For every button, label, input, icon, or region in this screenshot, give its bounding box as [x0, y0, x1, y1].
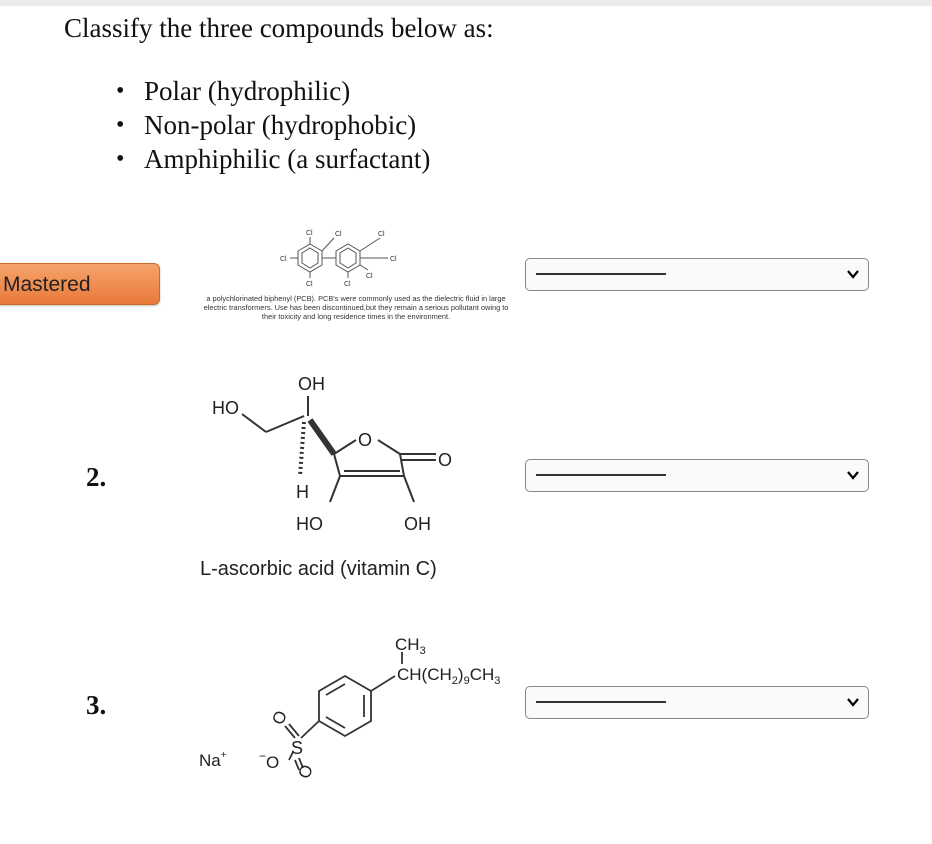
o-label: O	[294, 762, 317, 782]
option-nonpolar: • Non-polar (hydrophobic)	[116, 108, 430, 142]
top-bar	[0, 0, 932, 6]
ascorbic-acid-structure	[200, 366, 480, 546]
cl-label: Cl	[366, 273, 373, 280]
item-number-3: 3.	[86, 690, 107, 720]
alkyl-chain-label: $CH(CH_2)_9CH_3$	[397, 665, 501, 687]
cl-label: Cl	[306, 230, 313, 237]
select-value	[536, 273, 666, 275]
question-title: Classify the three compounds below as:	[64, 13, 494, 43]
mastered-badge: Mastered	[0, 263, 160, 305]
classification-options	[116, 74, 430, 176]
pcb-caption: a polychlorinated biphenyl (PCB). PCB's were commonly used as the dielectric fluid in large electric transformers. Use has been discontinued,but they remain a serious pollutant owing to their toxicity and long residence times in the environment.	[203, 294, 509, 321]
cl-label: Cl	[335, 231, 342, 238]
classification-select-3[interactable]	[525, 686, 869, 719]
item-number-2: 2.	[86, 462, 107, 492]
cl-label: Cl	[390, 256, 397, 263]
cl-label: Cl	[344, 281, 351, 288]
surfactant-structure	[195, 628, 525, 788]
chevron-down-icon	[846, 695, 860, 709]
cl-label: Cl	[280, 256, 287, 263]
oh-label: OH	[404, 514, 431, 534]
pcb-structure	[280, 226, 410, 296]
select-value	[536, 474, 666, 476]
ho-label: HO	[296, 514, 323, 534]
oh-label: OH	[298, 374, 325, 394]
select-value	[536, 701, 666, 703]
o-label: O	[358, 430, 373, 450]
classification-select-1[interactable]	[525, 258, 869, 291]
ho-label: HO	[212, 398, 239, 418]
ch3-label: $CH_3$	[395, 635, 426, 657]
sodium-label: Na+	[199, 750, 227, 770]
option-amphiphilic: • Amphiphilic (a surfactant)	[116, 142, 430, 176]
o-label: O	[438, 450, 453, 470]
s-label: S	[291, 738, 304, 758]
o-minus-label: −O	[259, 749, 280, 772]
option-polar: • Polar (hydrophilic)	[116, 74, 430, 108]
chevron-down-icon	[846, 267, 860, 281]
chevron-down-icon	[846, 468, 860, 482]
h-label: H	[296, 482, 309, 502]
cl-label: Cl	[306, 281, 313, 288]
o-label: O	[268, 708, 291, 728]
ascorbic-acid-caption: L-ascorbic acid (vitamin C)	[200, 558, 437, 580]
classification-select-2[interactable]	[525, 459, 869, 492]
cl-label: Cl	[378, 231, 385, 238]
